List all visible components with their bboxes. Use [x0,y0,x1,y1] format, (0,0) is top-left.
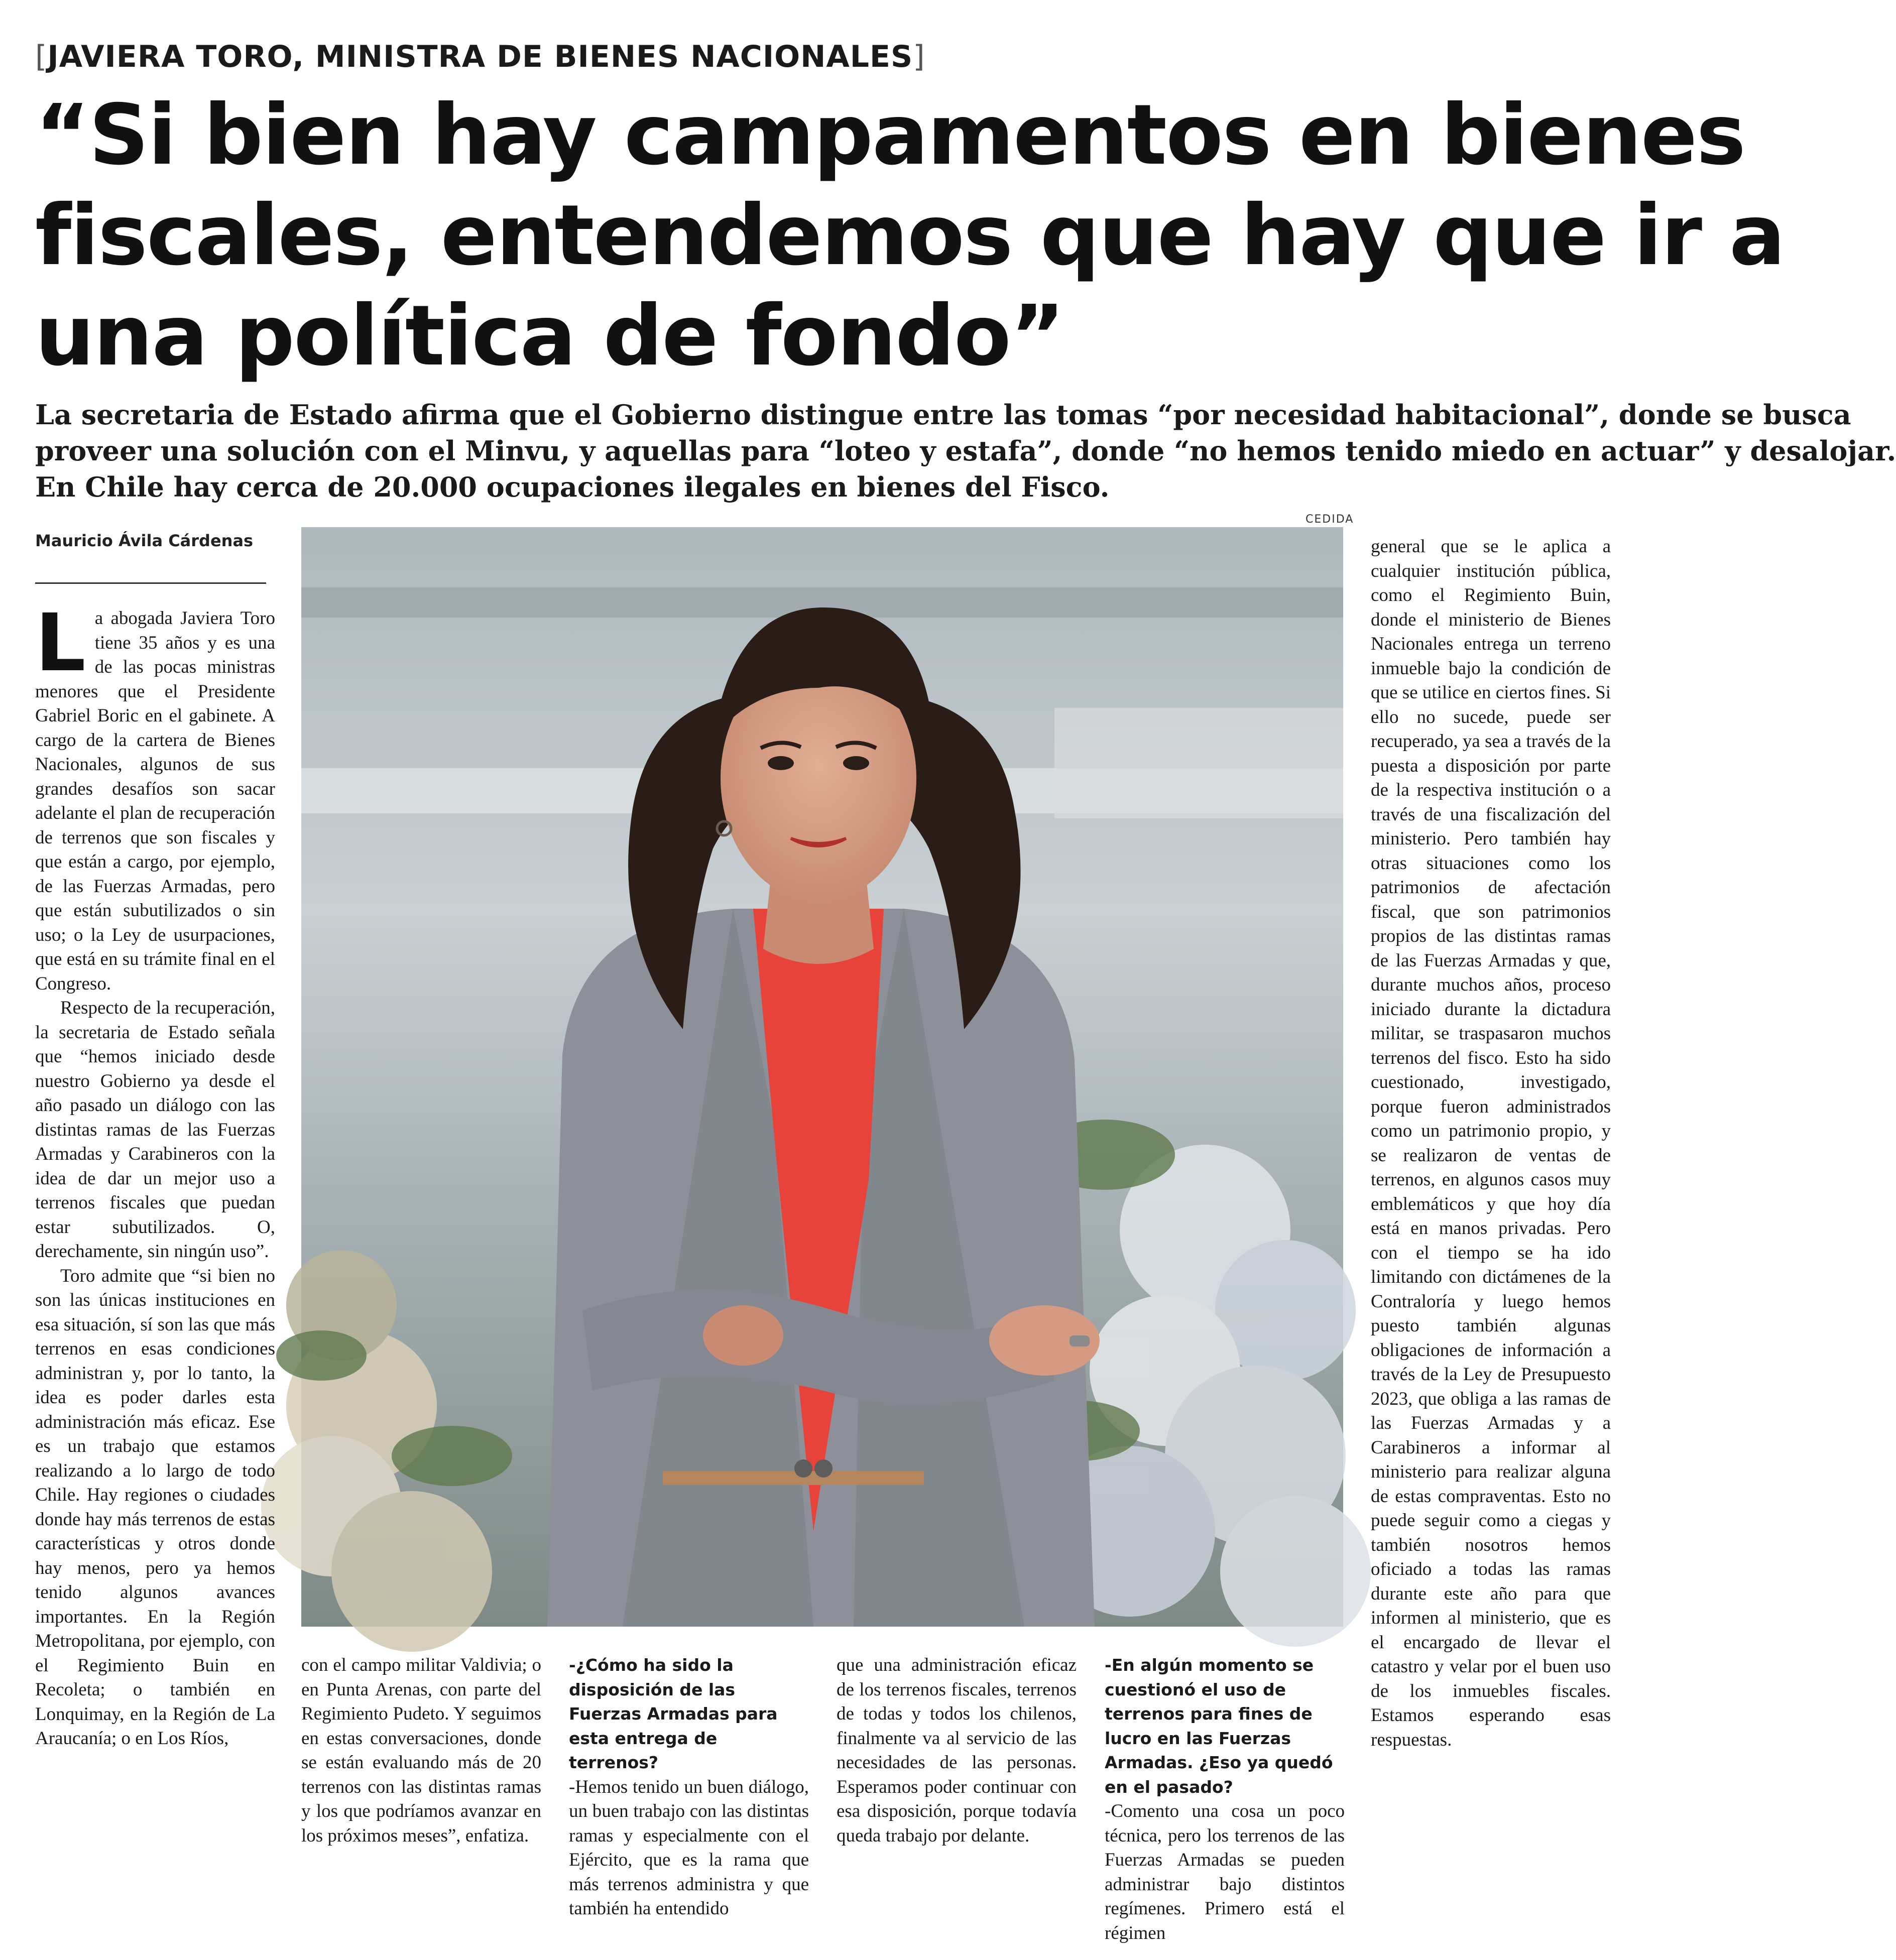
interview-question: -¿Cómo ha sido la disposición de las Fuerzas Armadas para esta entrega de terrenos? [569,1655,778,1772]
byline: Mauricio Ávila Cárdenas [35,531,254,550]
headline-line-1: “Si bien hay campamentos en bienes [35,87,1745,184]
interview-answer: -Comento una cosa un poco técnica, pero los terrenos de las Fuerzas Armadas se pueden administrar bajo distintos regímenes. Primero está el régimen [1105,1801,1345,1943]
article-column-2 [301,1653,541,1848]
article-paragraph: general que se le aplica a cualquier institución pública, como el Regimiento Buin, donde el ministerio de Bienes Nacionales entrega un terreno inmueble bajo la condición de que se utilice en ciertos fines. Si ello no sucede, puede ser recuperado, ya sea a través de la puesta a disposición por parte de la respectiva institución o a través de una fiscalización del ministerio. Pero también hay otras situaciones como los patrimonios de afectación fiscal, que son patrimonios propios de las distintas ramas de las Fuerzas Armadas y que, durante muchos años, proceso iniciado durante la dictadura militar, se traspasaron muchos terrenos del fisco. Esto ha sido cuestionado, investigado, porque fueron administrados como un patrimonio propio, y se realizaron de ventas de terrenos, en algunos casos muy emblemáticos y que hoy día está en manos privadas. Pero con el tiempo se ha ido limitando con dictámenes de la Contraloría y luego hemos puesto también algunas obligaciones de información a través de la Ley de Presupuesto 2023, que obliga a las ramas de las Fuerzas Armadas y a Carabineros a informar al ministerio para realizar alguna de estas compraventas. Esto no puede seguir como a ciegas y también nosotros hemos oficiado a todas las ramas durante este año para que informen al ministerio, que es el encargado de llevar el catastro y velar por el buen uso de los inmuebles fiscales. Estamos esperando esas respuestas. [1371,536,1611,1750]
portrait-photo [301,527,1343,1627]
interview-question: -En algún momento se cuestionó el uso de terrenos para fines de lucro en las Fuerzas Armadas. ¿Eso ya quedó en el pasado? [1105,1655,1333,1797]
kicker-text: JAVIERA TORO, MINISTRA DE BIENES NACIONALES [47,39,913,74]
article-paragraph: Toro admite que “si bien no son las únicas instituciones en esa situación, sí son las que más terrenos en esas condiciones administran y, por lo tanto, la idea es poder darles esta administración más eficaz. Ese es un trabajo que estamos realizando a lo largo de todo Chile. Hay regiones o ciudades donde hay más terrenos de estas características y otros donde hay menos, pero ya hemos tenido algunos avances importantes. En la Región Metropolitana, por ejemplo, con el Regimiento Buin en Recoleta; o también en Lonquimay, en la Región de La Araucanía; o en Los Ríos, [35,1265,275,1749]
lead-paragraph [35,597,275,996]
headline-line-2: fiscales, entendemos que hay que ir a [35,187,1785,284]
article-paragraph: con el campo militar Valdivia; o en Punta Arenas, con parte del Regimiento Pudeto. Y seguimos en estas conversaciones, donde se están evaluando más de 20 terrenos con las distintas ramas y los que podríamos avanzar en los próximos meses”, enfatiza. [301,1655,541,1846]
deck-line-3: En Chile hay cerca de 20.000 ocupaciones ilegales en bienes del Fisco. [35,471,1110,503]
article-column-6 [1371,535,1611,1752]
lead-text: a abogada Javiera Toro tiene 35 años y es una de las pocas ministras menores que el Presidente Gabriel Boric en el gabinete. A cargo de la cartera de Bienes Nacionales, algunos de sus grandes desafíos son sacar adelante el plan de recuperación de terrenos que son fiscales y que están a cargo, por ejemplo, de las Fuerzas Armadas, pero que están subutilizados o sin uso; o la Ley de usurpaciones, que está en su trámite final en el Congreso. [35,608,275,994]
byline-divider [35,582,266,584]
kicker-bracket-right: ] [913,39,925,74]
headline [35,85,1785,387]
deck-line-1: La secretaria de Estado afirma que el Gobierno distingue entre las tomas “por necesidad habitacional”, donde se busca [35,399,1851,431]
article-column-5 [1105,1653,1345,1945]
deck-line-2: proveer una solución con el Minvu, y aquellas para “loteo y estafa”, donde “no hemos tenido miedo en actuar” y desalojar. [35,435,1896,467]
interview-answer: -Hemos tenido un buen diálogo, un buen trabajo con las distintas ramas y especialmente con el Ejército, que es la rama que más terrenos administra y que también ha entendido [569,1776,809,1919]
article-column-3 [569,1653,809,1921]
portrait-illustration [301,527,1343,1627]
kicker-bracket-left: [ [35,39,48,74]
drop-cap: L [35,597,86,689]
headline-line-3: una política de fondo” [35,288,1064,385]
article-column-1 [35,597,275,1751]
article-column-4 [837,1653,1077,1848]
article-paragraph: que una administración eficaz de los terrenos fiscales, terrenos de todas y todos los chilenos, finalmente va al servicio de las necesidades de las personas. Esperamos poder continuar con esa disposición, porque todavía queda trabajo por delante. [837,1655,1077,1846]
section-kicker [35,39,925,74]
article-paragraph: Respecto de la recuperación, la secretaria de Estado señala que “hemos iniciado desde nuestro Gobierno ya desde el año pasado un diálogo con las distintas ramas de las Fuerzas Armadas y Carabineros con la idea de dar un mejor uso a terrenos fiscales que puedan estar subutilizados. O, derechamente, sin ningún uso”. [35,998,275,1262]
deck-summary [35,397,1896,505]
photo-credit: CEDIDA [1306,513,1354,526]
